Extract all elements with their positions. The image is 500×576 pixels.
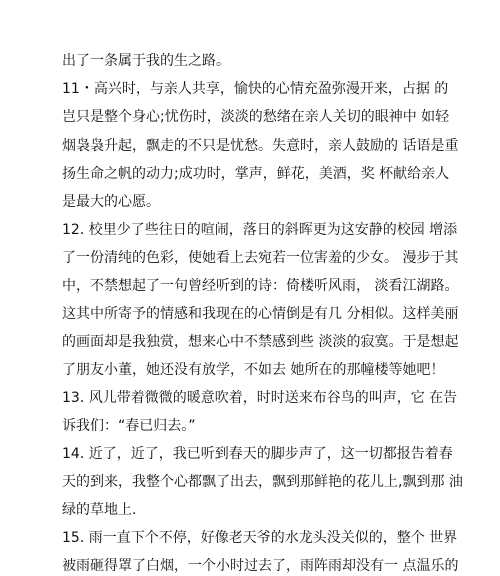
text-line: 15. 雨一直下个不停，好像老天爷的水龙头没关似的，整个 世界 [62, 530, 458, 546]
text-line: 14. 近了，近了，我已听到春天的脚步声了，这一切都报告着春 [62, 446, 453, 462]
text-line: 出了一条属于我的生之路。 [62, 53, 230, 69]
text-line: 了朋友小董，她还没有放学，不如去 她所在的那幢楼等她吧！ [62, 362, 445, 378]
text-line: 13. 风儿带着微微的暖意吹着，时时送来布谷鸟的叫声，它 在告 [62, 390, 458, 406]
text-line: 被雨砸得罩了白烟，一个小时过去了，雨阵雨却没有一 点温乐的 [62, 558, 459, 574]
text-line: 的画面却是我独赏，想来心中不禁感到些 淡淡的寂寞。于是想起 [62, 334, 459, 350]
text-line: 绿的草地上. [62, 502, 137, 518]
text-line: 烟袅袅升起，飘走的不只是忧愁。失意时，亲人鼓励的 话语是重 [62, 138, 459, 154]
text-line: 了一份清纯的色彩，使她看上去宛若一位害羞的少女。 漫步于其 [62, 250, 459, 266]
text-line: 天的到来，我整个心都飘了出去，飘到那鲜艳的花儿上,飘到那 油 [62, 474, 463, 490]
text-line: 是最大的心愿。 [62, 194, 160, 210]
text-line: 扬生命之帆的动力;成功时，掌声，鲜花，美酒，奖 杯献给亲人 [62, 166, 450, 182]
text-line: 这其中所寄予的情感和我现在的心情倒是有几 分相似。这样美丽 [62, 306, 459, 322]
text-line: 中，不禁想起了一句曾经听到的诗：倚楼听风雨， 淡看江湖路。 [62, 278, 459, 294]
text-line: 11・高兴时，与亲人共享，愉快的心情充盈弥漫开来，占据 的 [62, 81, 449, 97]
text-line: 岂只是整个身心;忧伤时，淡淡的愁绪在亲人关切的眼神中 如轻 [62, 109, 450, 125]
text-line: 12. 校里少了些往日的喧闹，落日的斜晖更为这安静的校园 增添 [62, 222, 458, 238]
text-line: 诉我们：“春已归去。” [62, 418, 196, 434]
